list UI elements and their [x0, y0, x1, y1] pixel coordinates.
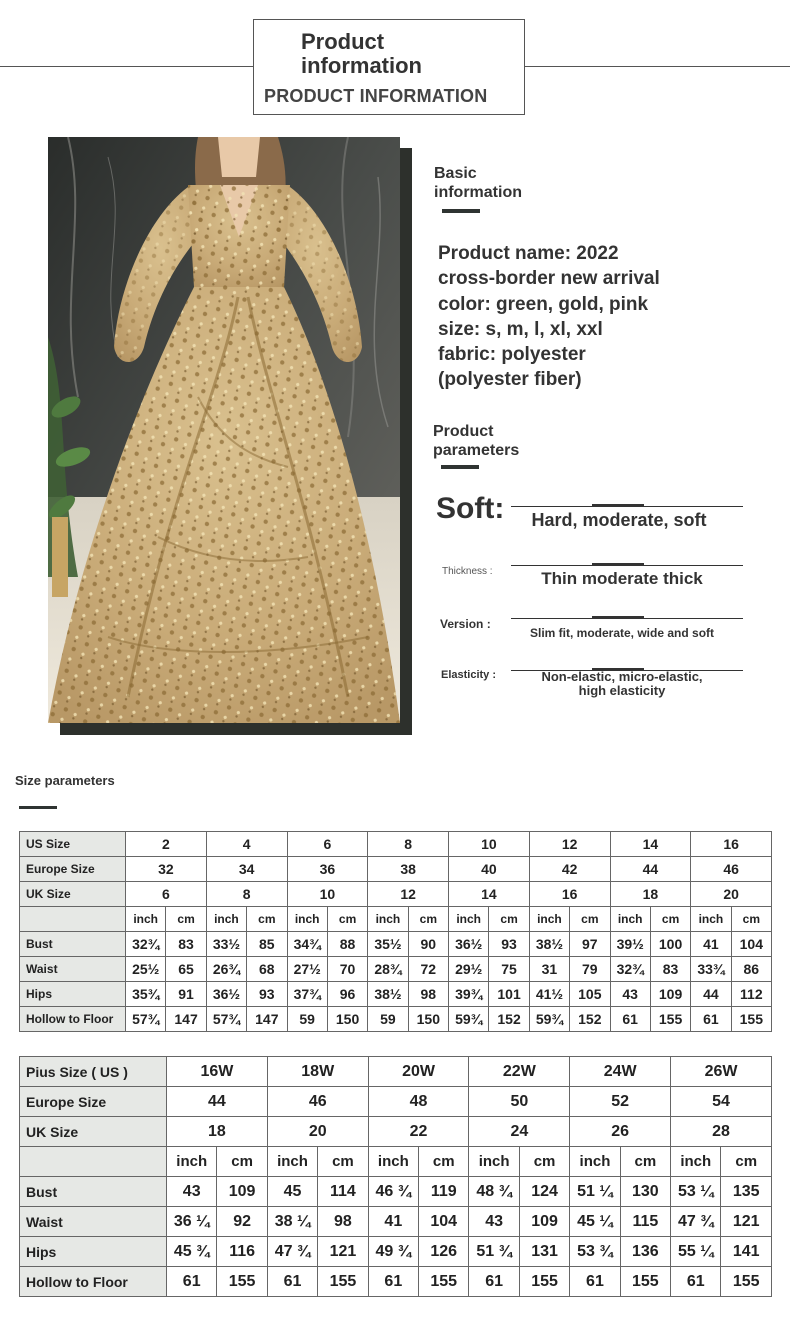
size-cell: 20W [368, 1057, 469, 1087]
measure-cm-cell: 83 [650, 957, 690, 982]
size-cell: 24 [469, 1117, 570, 1147]
unit-cm: cm [419, 1147, 469, 1177]
size-row-us [20, 1057, 772, 1087]
size-cell: 2 [126, 832, 207, 857]
measure-cm-cell: 155 [318, 1267, 368, 1297]
measure-cm-cell: 155 [620, 1267, 670, 1297]
measure-inch-cell: 59¾ [529, 1007, 569, 1032]
measure-inch-cell: 61 [267, 1267, 317, 1297]
measure-inch-cell: 34¾ [287, 932, 327, 957]
size-cell: 8 [206, 882, 287, 907]
size-cell: 22 [368, 1117, 469, 1147]
basic-info-line: (polyester fiber) [438, 369, 582, 391]
dress-illustration [48, 137, 400, 723]
header-title-line1: Product [301, 29, 385, 54]
size-cell: 12 [368, 882, 449, 907]
measure-cm-cell: 130 [620, 1177, 670, 1207]
measure-cm-cell: 121 [318, 1237, 368, 1267]
measure-cm-cell: 91 [166, 982, 206, 1007]
measure-cm-cell: 155 [419, 1267, 469, 1297]
measure-cm-cell: 93 [247, 982, 287, 1007]
measure-cm-cell: 97 [570, 932, 610, 957]
measure-inch-cell: 53 ¼ [671, 1177, 721, 1207]
unit-inch: inch [126, 907, 166, 932]
unit-inch: inch [449, 907, 489, 932]
measure-inch-cell: 61 [610, 1007, 650, 1032]
measure-cm-cell: 131 [519, 1237, 569, 1267]
size-cell: 42 [529, 857, 610, 882]
product-params-title-line2: parameters [433, 442, 520, 459]
row-label-waist: Waist [20, 1207, 167, 1237]
measure-cm-cell: 114 [318, 1177, 368, 1207]
unit-row [20, 907, 772, 932]
measure-cm-cell: 68 [247, 957, 287, 982]
measure-inch-cell: 41 [368, 1207, 418, 1237]
measure-inch-cell: 55 ¼ [671, 1237, 721, 1267]
size-params-title: Size parameters [15, 773, 115, 788]
thickness-label: Thickness : [442, 566, 493, 577]
measure-cm-cell: 83 [166, 932, 206, 957]
measure-inch-cell: 51 ¼ [570, 1177, 620, 1207]
measure-cm-cell: 147 [247, 1007, 287, 1032]
basic-info-line: color: green, gold, pink [438, 293, 649, 315]
measure-cm-cell: 65 [166, 957, 206, 982]
unit-cm: cm [489, 907, 529, 932]
size-cell: 14 [610, 832, 691, 857]
measure-inch-cell: 47 ¾ [267, 1237, 317, 1267]
unit-inch: inch [368, 1147, 418, 1177]
row-label-bust: Bust [20, 1177, 167, 1207]
measure-inch-cell: 45 ¼ [570, 1207, 620, 1237]
measure-inch-cell: 43 [610, 982, 650, 1007]
measure-inch-cell: 35¾ [126, 982, 166, 1007]
measure-cm-cell: 141 [721, 1237, 772, 1267]
measure-inch-cell: 48 ¾ [469, 1177, 519, 1207]
measure-row-hollow [20, 1267, 772, 1297]
measure-cm-cell: 98 [408, 982, 448, 1007]
size-cell: 34 [206, 857, 287, 882]
size-cell: 44 [610, 857, 691, 882]
measure-inch-cell: 41½ [529, 982, 569, 1007]
row-label-uk: UK Size [20, 1117, 167, 1147]
size-cell: 46 [691, 857, 772, 882]
measure-cm-cell: 136 [620, 1237, 670, 1267]
thickness-scale-marker [592, 563, 644, 565]
size-cell: 8 [368, 832, 449, 857]
measure-inch-cell: 35½ [368, 932, 408, 957]
row-label-waist: Waist [20, 957, 126, 982]
measure-inch-cell: 32¾ [610, 957, 650, 982]
size-cell: 22W [469, 1057, 570, 1087]
row-label-eu: Europe Size [20, 1087, 167, 1117]
header-subtitle: PRODUCT INFORMATION [264, 86, 488, 106]
header-rule-right [525, 66, 790, 67]
measure-cm-cell: 155 [731, 1007, 771, 1032]
row-label-us: Pius Size ( US ) [20, 1057, 167, 1087]
header-rule-left [0, 66, 253, 67]
unit-cm: cm [166, 907, 206, 932]
measure-cm-cell: 101 [489, 982, 529, 1007]
unit-cm: cm [327, 907, 367, 932]
measure-inch-cell: 25½ [126, 957, 166, 982]
measure-inch-cell: 45 ¾ [167, 1237, 217, 1267]
row-label-eu: Europe Size [20, 857, 126, 882]
unit-row [20, 1147, 772, 1177]
plus-size-table [19, 1056, 772, 1297]
size-cell: 38 [368, 857, 449, 882]
measure-cm-cell: 147 [166, 1007, 206, 1032]
measure-inch-cell: 61 [368, 1267, 418, 1297]
measure-row-waist [20, 957, 772, 982]
elasticity-value-line1: Non-elastic, micro-elastic, [541, 669, 703, 684]
size-row-eu [20, 857, 772, 882]
measure-row-waist [20, 1207, 772, 1237]
measure-inch-cell: 57¾ [126, 1007, 166, 1032]
elasticity-label: Elasticity : [441, 669, 497, 681]
measure-cm-cell: 112 [731, 982, 771, 1007]
measure-cm-cell: 104 [731, 932, 771, 957]
size-cell: 6 [126, 882, 207, 907]
standard-size-table [19, 831, 772, 1032]
basic-info-title-line2: information [434, 184, 522, 201]
size-cell: 44 [167, 1087, 268, 1117]
measure-cm-cell: 105 [570, 982, 610, 1007]
unit-inch: inch [469, 1147, 519, 1177]
measure-cm-cell: 79 [570, 957, 610, 982]
size-cell: 26 [570, 1117, 671, 1147]
measure-row-hollow [20, 1007, 772, 1032]
measure-cm-cell: 116 [217, 1237, 267, 1267]
unit-cm: cm [247, 907, 287, 932]
measure-cm-cell: 92 [217, 1207, 267, 1237]
product-params-accent-bar [441, 465, 479, 469]
unit-inch: inch [287, 907, 327, 932]
measure-inch-cell: 38½ [529, 932, 569, 957]
measure-cm-cell: 155 [650, 1007, 690, 1032]
basic-info-title [434, 164, 522, 202]
unit-row-label [20, 907, 126, 932]
thickness-value: Thin moderate thick [541, 569, 703, 588]
unit-cm: cm [721, 1147, 772, 1177]
measure-cm-cell: 100 [650, 932, 690, 957]
measure-cm-cell: 152 [489, 1007, 529, 1032]
measure-inch-cell: 61 [671, 1267, 721, 1297]
soft-scale-line [511, 506, 743, 507]
measure-inch-cell: 38½ [368, 982, 408, 1007]
unit-row-label [20, 1147, 167, 1177]
measure-cm-cell: 126 [419, 1237, 469, 1267]
measure-inch-cell: 49 ¾ [368, 1237, 418, 1267]
size-cell: 18 [610, 882, 691, 907]
basic-info-accent-bar [442, 209, 480, 213]
measure-cm-cell: 115 [620, 1207, 670, 1237]
measure-cm-cell: 150 [327, 1007, 367, 1032]
unit-cm: cm [620, 1147, 670, 1177]
unit-inch: inch [570, 1147, 620, 1177]
row-label-hips: Hips [20, 1237, 167, 1267]
measure-cm-cell: 70 [327, 957, 367, 982]
measure-cm-cell: 119 [419, 1177, 469, 1207]
unit-cm: cm [650, 907, 690, 932]
size-cell: 20 [691, 882, 772, 907]
measure-cm-cell: 135 [721, 1177, 772, 1207]
measure-row-hips [20, 1237, 772, 1267]
size-cell: 40 [449, 857, 530, 882]
measure-inch-cell: 44 [691, 982, 731, 1007]
soft-value: Hard, moderate, soft [531, 510, 707, 530]
basic-info-line: Product name: 2022 [438, 243, 619, 264]
product-params-title [433, 422, 519, 460]
size-cell: 18W [267, 1057, 368, 1087]
measure-inch-cell: 45 [267, 1177, 317, 1207]
unit-cm: cm [408, 907, 448, 932]
measure-cm-cell: 98 [318, 1207, 368, 1237]
size-cell: 10 [287, 882, 368, 907]
measure-inch-cell: 53 ¾ [570, 1237, 620, 1267]
measure-cm-cell: 88 [327, 932, 367, 957]
unit-cm: cm [217, 1147, 267, 1177]
size-cell: 16W [167, 1057, 268, 1087]
size-row-uk [20, 882, 772, 907]
measure-cm-cell: 85 [247, 932, 287, 957]
size-cell: 16 [691, 832, 772, 857]
size-cell: 16 [529, 882, 610, 907]
measure-inch-cell: 29½ [449, 957, 489, 982]
unit-inch: inch [610, 907, 650, 932]
measure-inch-cell: 38 ¼ [267, 1207, 317, 1237]
measure-inch-cell: 27½ [287, 957, 327, 982]
measure-inch-cell: 61 [691, 1007, 731, 1032]
measure-cm-cell: 155 [519, 1267, 569, 1297]
row-label-bust: Bust [20, 932, 126, 957]
header-title-line2: information [301, 53, 422, 78]
row-label-hips: Hips [20, 982, 126, 1007]
row-label-hollow: Hollow to Floor [20, 1267, 167, 1297]
product-photo [48, 137, 400, 723]
measure-cm-cell: 121 [721, 1207, 772, 1237]
unit-inch: inch [368, 907, 408, 932]
unit-cm: cm [731, 907, 771, 932]
size-cell: 18 [167, 1117, 268, 1147]
version-value: Slim fit, moderate, wide and soft [529, 626, 715, 640]
measure-inch-cell: 43 [167, 1177, 217, 1207]
measure-inch-cell: 26¾ [206, 957, 246, 982]
measure-inch-cell: 41 [691, 932, 731, 957]
measure-cm-cell: 93 [489, 932, 529, 957]
measure-inch-cell: 59 [287, 1007, 327, 1032]
measure-inch-cell: 59 [368, 1007, 408, 1032]
row-label-hollow: Hollow to Floor [20, 1007, 126, 1032]
version-scale-line [511, 618, 743, 619]
unit-cm: cm [519, 1147, 569, 1177]
measure-inch-cell: 37¾ [287, 982, 327, 1007]
measure-cm-cell: 124 [519, 1177, 569, 1207]
measure-cm-cell: 150 [408, 1007, 448, 1032]
measure-cm-cell: 96 [327, 982, 367, 1007]
size-cell: 10 [449, 832, 530, 857]
basic-info-line: cross-border new arrival [438, 268, 660, 290]
measure-cm-cell: 75 [489, 957, 529, 982]
measure-cm-cell: 155 [217, 1267, 267, 1297]
unit-inch: inch [267, 1147, 317, 1177]
size-cell: 36 [287, 857, 368, 882]
measure-inch-cell: 33½ [206, 932, 246, 957]
size-cell: 46 [267, 1087, 368, 1117]
size-cell: 32 [126, 857, 207, 882]
size-cell: 48 [368, 1087, 469, 1117]
size-row-us [20, 832, 772, 857]
header-box [253, 19, 525, 115]
header-title [301, 30, 422, 78]
size-cell: 20 [267, 1117, 368, 1147]
size-cell: 24W [570, 1057, 671, 1087]
measure-inch-cell: 43 [469, 1207, 519, 1237]
measure-inch-cell: 36½ [206, 982, 246, 1007]
unit-inch: inch [529, 907, 569, 932]
measure-inch-cell: 57¾ [206, 1007, 246, 1032]
size-cell: 52 [570, 1087, 671, 1117]
measure-inch-cell: 32¾ [126, 932, 166, 957]
basic-info-list [438, 241, 660, 393]
measure-cm-cell: 86 [731, 957, 771, 982]
size-cell: 54 [671, 1087, 772, 1117]
measure-inch-cell: 33¾ [691, 957, 731, 982]
measure-cm-cell: 109 [650, 982, 690, 1007]
size-row-eu [20, 1087, 772, 1117]
unit-inch: inch [206, 907, 246, 932]
unit-inch: inch [691, 907, 731, 932]
elasticity-value [511, 670, 733, 698]
measure-inch-cell: 39½ [610, 932, 650, 957]
size-cell: 12 [529, 832, 610, 857]
measure-inch-cell: 28¾ [368, 957, 408, 982]
measure-inch-cell: 61 [570, 1267, 620, 1297]
size-row-uk [20, 1117, 772, 1147]
unit-cm: cm [570, 907, 610, 932]
soft-scale-marker [592, 504, 644, 506]
version-label: Version : [440, 617, 491, 631]
row-label-us: US Size [20, 832, 126, 857]
measure-cm-cell: 109 [217, 1177, 267, 1207]
size-cell: 50 [469, 1087, 570, 1117]
size-params-accent-bar [19, 806, 57, 809]
measure-inch-cell: 39¾ [449, 982, 489, 1007]
measure-row-bust [20, 1177, 772, 1207]
measure-row-bust [20, 932, 772, 957]
measure-inch-cell: 46 ¾ [368, 1177, 418, 1207]
measure-inch-cell: 31 [529, 957, 569, 982]
measure-inch-cell: 61 [469, 1267, 519, 1297]
measure-cm-cell: 109 [519, 1207, 569, 1237]
basic-info-line: size: s, m, l, xl, xxl [438, 318, 603, 340]
size-cell: 14 [449, 882, 530, 907]
row-label-uk: UK Size [20, 882, 126, 907]
measure-cm-cell: 155 [721, 1267, 772, 1297]
measure-inch-cell: 36½ [449, 932, 489, 957]
measure-cm-cell: 90 [408, 932, 448, 957]
basic-info-line: fabric: polyester [438, 344, 586, 366]
soft-label: Soft: [436, 492, 505, 525]
measure-inch-cell: 51 ¾ [469, 1237, 519, 1267]
unit-inch: inch [671, 1147, 721, 1177]
measure-inch-cell: 47 ¾ [671, 1207, 721, 1237]
size-cell: 6 [287, 832, 368, 857]
measure-inch-cell: 36 ¼ [167, 1207, 217, 1237]
measure-cm-cell: 152 [570, 1007, 610, 1032]
size-cell: 26W [671, 1057, 772, 1087]
basic-info-title-line1: Basic [434, 165, 477, 182]
measure-inch-cell: 61 [167, 1267, 217, 1297]
measure-inch-cell: 59¾ [449, 1007, 489, 1032]
thickness-scale-line [511, 565, 743, 566]
elasticity-value-line2: high elasticity [578, 683, 666, 698]
product-params-title-line1: Product [433, 423, 494, 440]
size-cell: 4 [206, 832, 287, 857]
measure-row-hips [20, 982, 772, 1007]
size-cell: 28 [671, 1117, 772, 1147]
unit-inch: inch [167, 1147, 217, 1177]
version-scale-marker [592, 616, 644, 618]
measure-cm-cell: 104 [419, 1207, 469, 1237]
unit-cm: cm [318, 1147, 368, 1177]
measure-cm-cell: 72 [408, 957, 448, 982]
